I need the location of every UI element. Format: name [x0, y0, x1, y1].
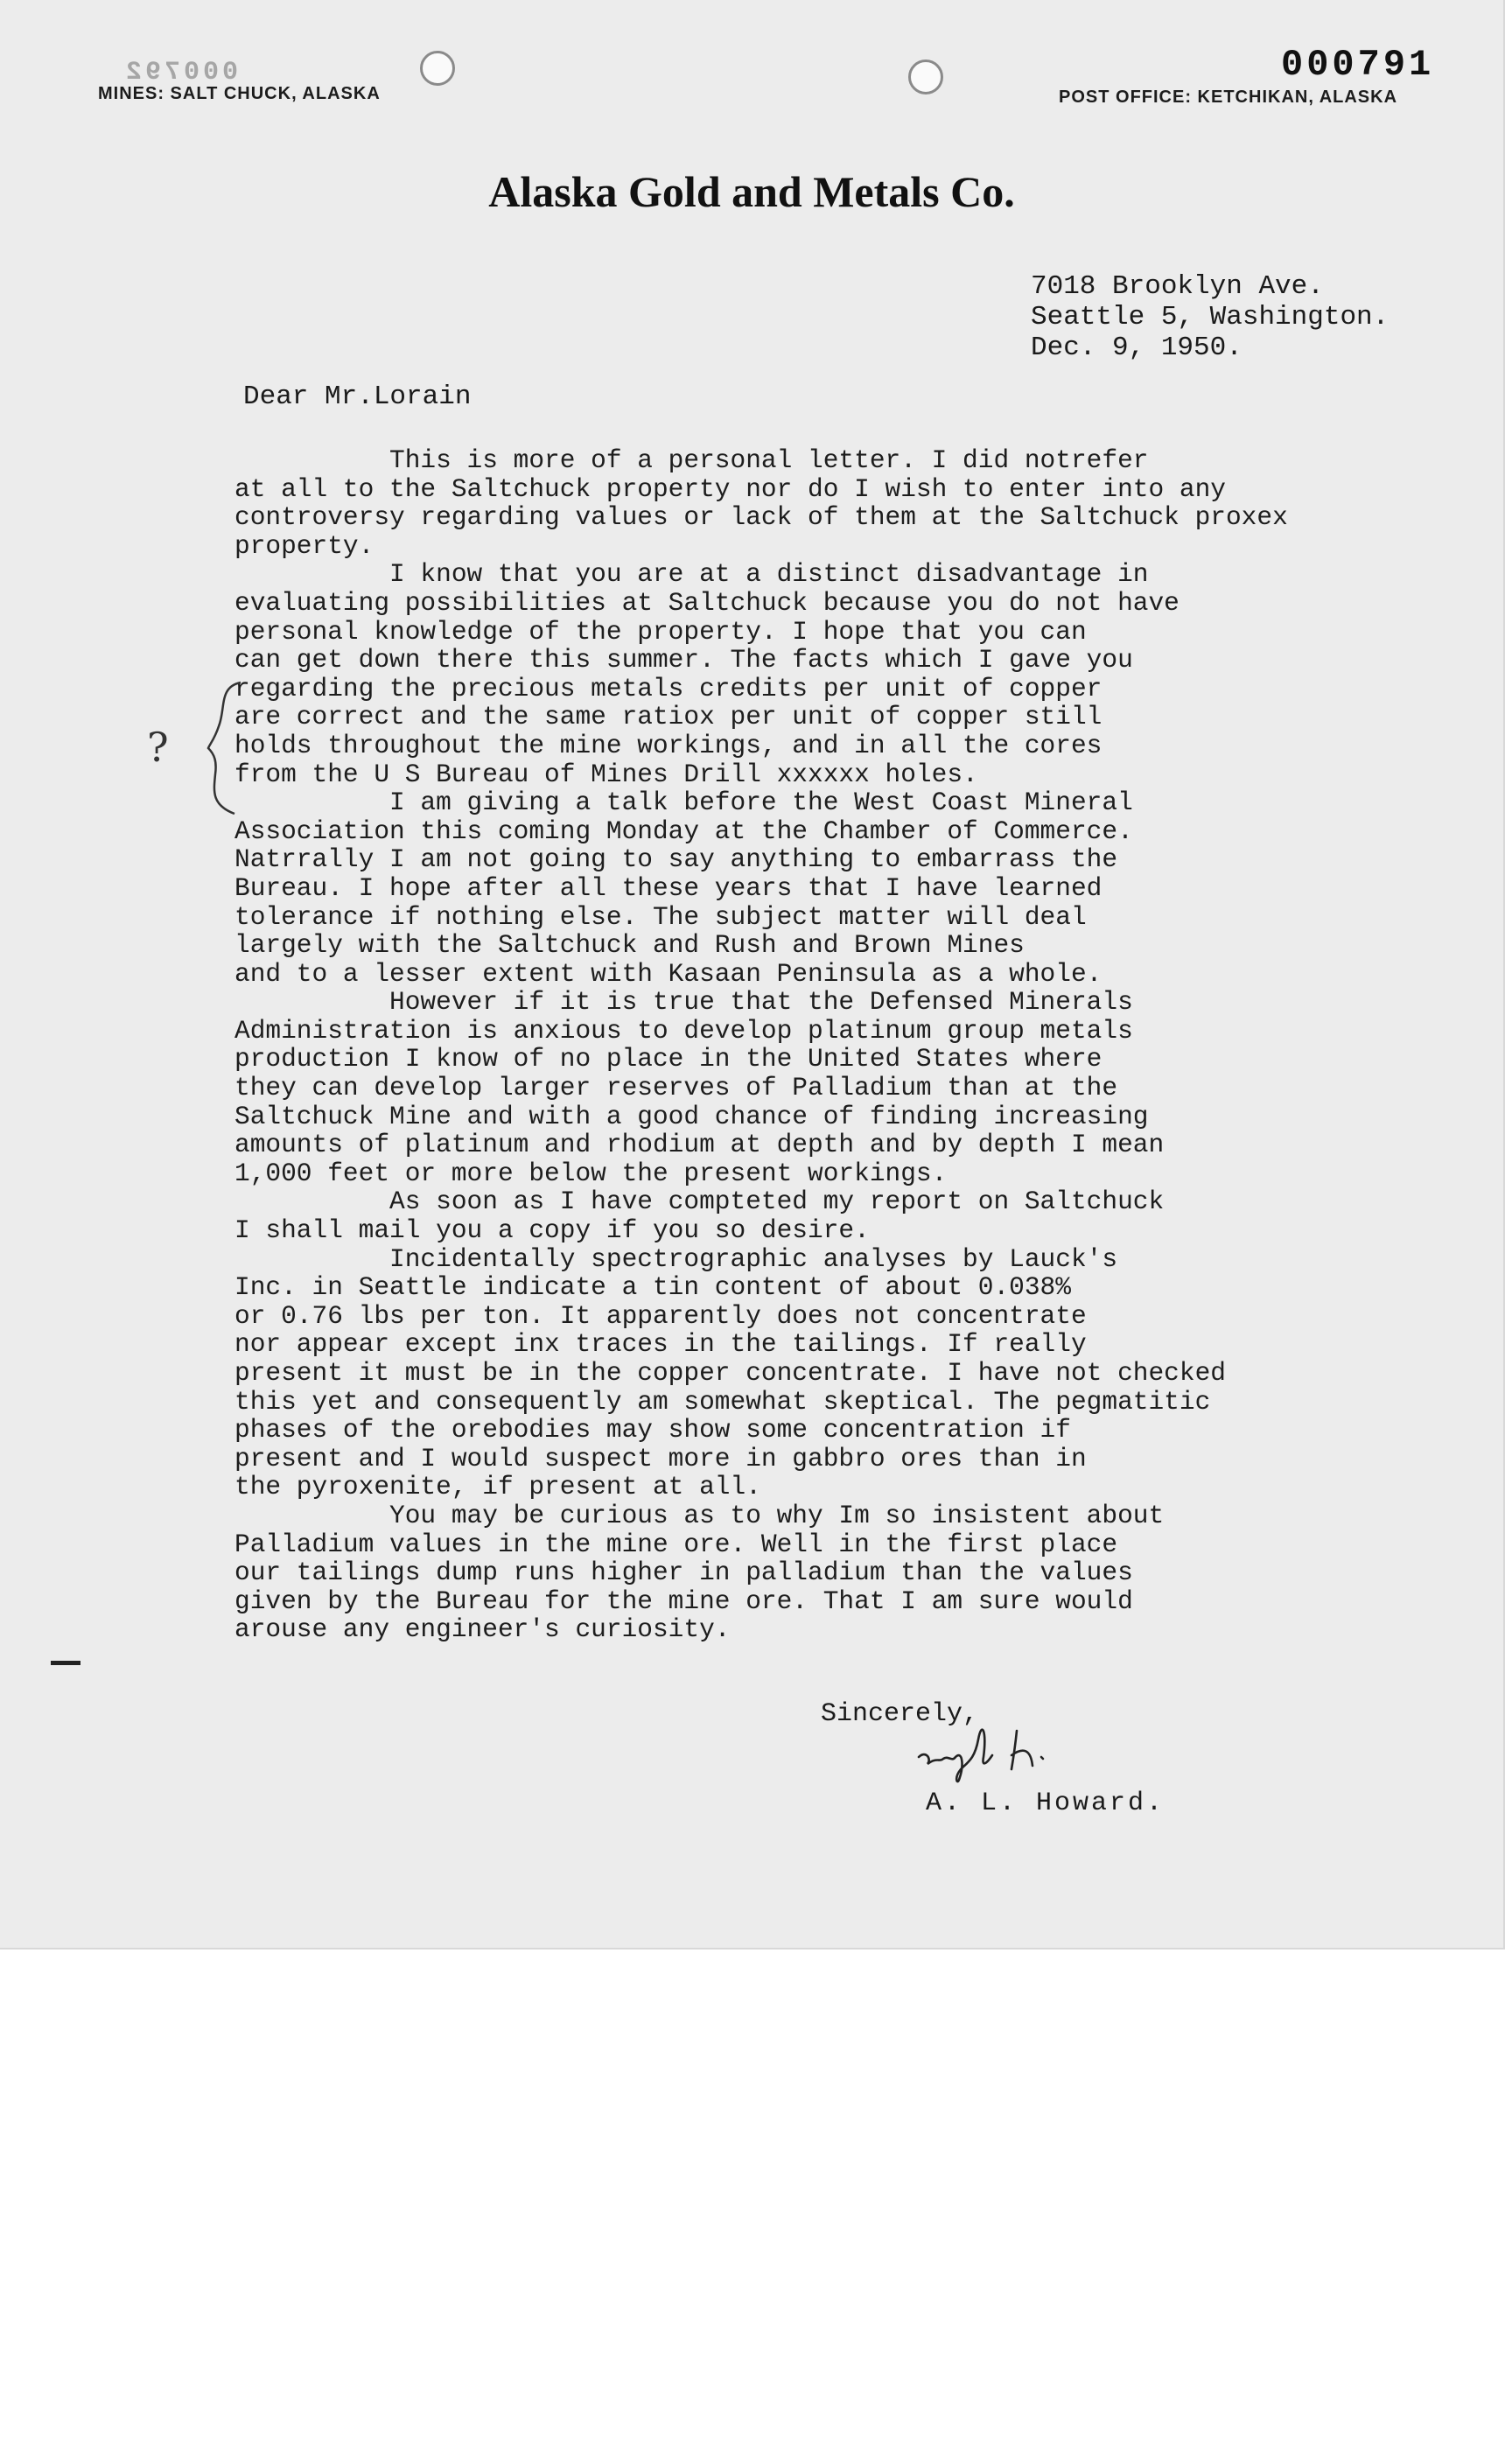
address-city: Seattle 5, Washington.	[1031, 302, 1390, 332]
letter-line: personal knowledge of the property. I hope that you can	[234, 616, 1087, 647]
letter-line: This is more of a personal letter. I did notrefer	[234, 445, 1149, 475]
letter-line: at all to the Saltchuck property nor do I wish to enter into any	[234, 473, 1226, 504]
post-office-location: POST OFFICE: KETCHIKAN, ALASKA	[1059, 88, 1398, 107]
letter-line: are correct and the same ratiox per unit of copper still	[234, 702, 1102, 732]
faint-document-number: 000792	[122, 58, 239, 88]
letter-line: Bureau. I hope after all these years that I have learned	[234, 872, 1102, 903]
letter-line: controversy regarding values or lack of them at the Saltchuck proxex	[234, 502, 1288, 533]
letter-line: Administration is anxious to develop platinum group metals	[234, 1015, 1133, 1046]
letter-line: Saltchuck Mine and with a good chance of finding increasing	[234, 1101, 1149, 1131]
mines-location: MINES: SALT CHUCK, ALASKA	[98, 84, 381, 103]
letter-line: tolerance if nothing else. The subject matter will deal	[234, 901, 1087, 932]
letter-line: However if it is true that the Defensed Minerals	[234, 987, 1133, 1018]
letter-body	[234, 446, 1460, 1644]
punch-hole-left	[420, 51, 455, 86]
letter-line: present it must be in the copper concentrate. I have not checked	[234, 1358, 1226, 1388]
margin-tick-mark	[51, 1661, 80, 1665]
handwritten-signature	[901, 1704, 1164, 1792]
letter-date: Dec. 9, 1950.	[1031, 332, 1242, 363]
letter-line: and to a lesser extent with Kasaan Peninsula as a whole.	[234, 958, 1102, 989]
letter-line: largely with the Saltchuck and Rush and Brown Mines	[234, 930, 1025, 961]
letter-line: property.	[234, 530, 374, 561]
letter-line: or 0.76 lbs per ton. It apparently does not concentrate	[234, 1300, 1087, 1331]
letter-line: regarding the precious metals credits per unit of copper	[234, 673, 1102, 704]
letter-line: this yet and consequently am somewhat skeptical. The pegmatitic	[234, 1386, 1211, 1417]
letter-line: arouse any engineer's curiosity.	[234, 1614, 731, 1645]
signer-name: A. L. Howard.	[926, 1788, 1166, 1818]
company-name: Alaska Gold and Metals Co.	[488, 167, 1015, 216]
closing: Sincerely,	[821, 1699, 979, 1729]
address-street: 7018 Brooklyn Ave.	[1031, 271, 1324, 302]
letter-line: As soon as I have compteted my report on Saltchuck	[234, 1186, 1165, 1217]
letter-line: 1,000 feet or more below the present workings.	[234, 1158, 948, 1188]
letter-line: phases of the orebodies may show some concentration if	[234, 1415, 1071, 1446]
letter-line: evaluating possibilities at Saltchuck because you do not have	[234, 587, 1180, 618]
letter-line: You may be curious as to why Im so insistent about	[234, 1500, 1165, 1530]
document-number: 000791	[1281, 44, 1435, 86]
letter-line: holds throughout the mine workings, and in all the cores	[234, 730, 1102, 760]
letter-line: they can develop larger reserves of Palladium than at the	[234, 1073, 1118, 1103]
letter-line: amounts of platinum and rhodium at depth and by depth I mean	[234, 1130, 1165, 1160]
letter-line: Palladium values in the mine ore. Well in the first place	[234, 1529, 1118, 1559]
letter-line: Association this coming Monday at the Chamber of Commerce.	[234, 816, 1133, 846]
letter-line: our tailings dump runs higher in palladium than the values	[234, 1558, 1133, 1588]
letter-line: nor appear except inx traces in the tailings. If really	[234, 1329, 1087, 1360]
letter-line: I am giving a talk before the West Coast Mineral	[234, 788, 1133, 818]
letter-line: the pyroxenite, if present at all.	[234, 1472, 761, 1502]
punch-hole-right	[908, 60, 943, 94]
letter-line: Natrrally I am not going to say anything to embarrass the	[234, 844, 1118, 875]
handwritten-margin-bracket	[131, 674, 254, 822]
letter-line: I shall mail you a copy if you so desire.	[234, 1215, 870, 1246]
letter-line: can get down there this summer. The facts which I gave you	[234, 645, 1133, 676]
letter-line: present and I would suspect more in gabbro ores than in	[234, 1443, 1087, 1474]
sender-address	[1031, 271, 1389, 363]
letter-line: Incidentally spectrographic analyses by Lauck's	[234, 1243, 1118, 1274]
letter-line: from the U S Bureau of Mines Drill xxxxxx holes.	[234, 759, 978, 789]
letter-line: I know that you are at a distinct disadvantage in	[234, 559, 1149, 590]
letter-line: production I know of no place in the United States where	[234, 1044, 1102, 1074]
letter-line: given by the Bureau for the mine ore. That I am sure would	[234, 1586, 1133, 1616]
letter-line: Inc. in Seattle indicate a tin content of about 0.038%	[234, 1272, 1071, 1303]
margin-question-mark: ?	[147, 724, 169, 771]
salutation: Dear Mr.Lorain	[243, 382, 472, 412]
